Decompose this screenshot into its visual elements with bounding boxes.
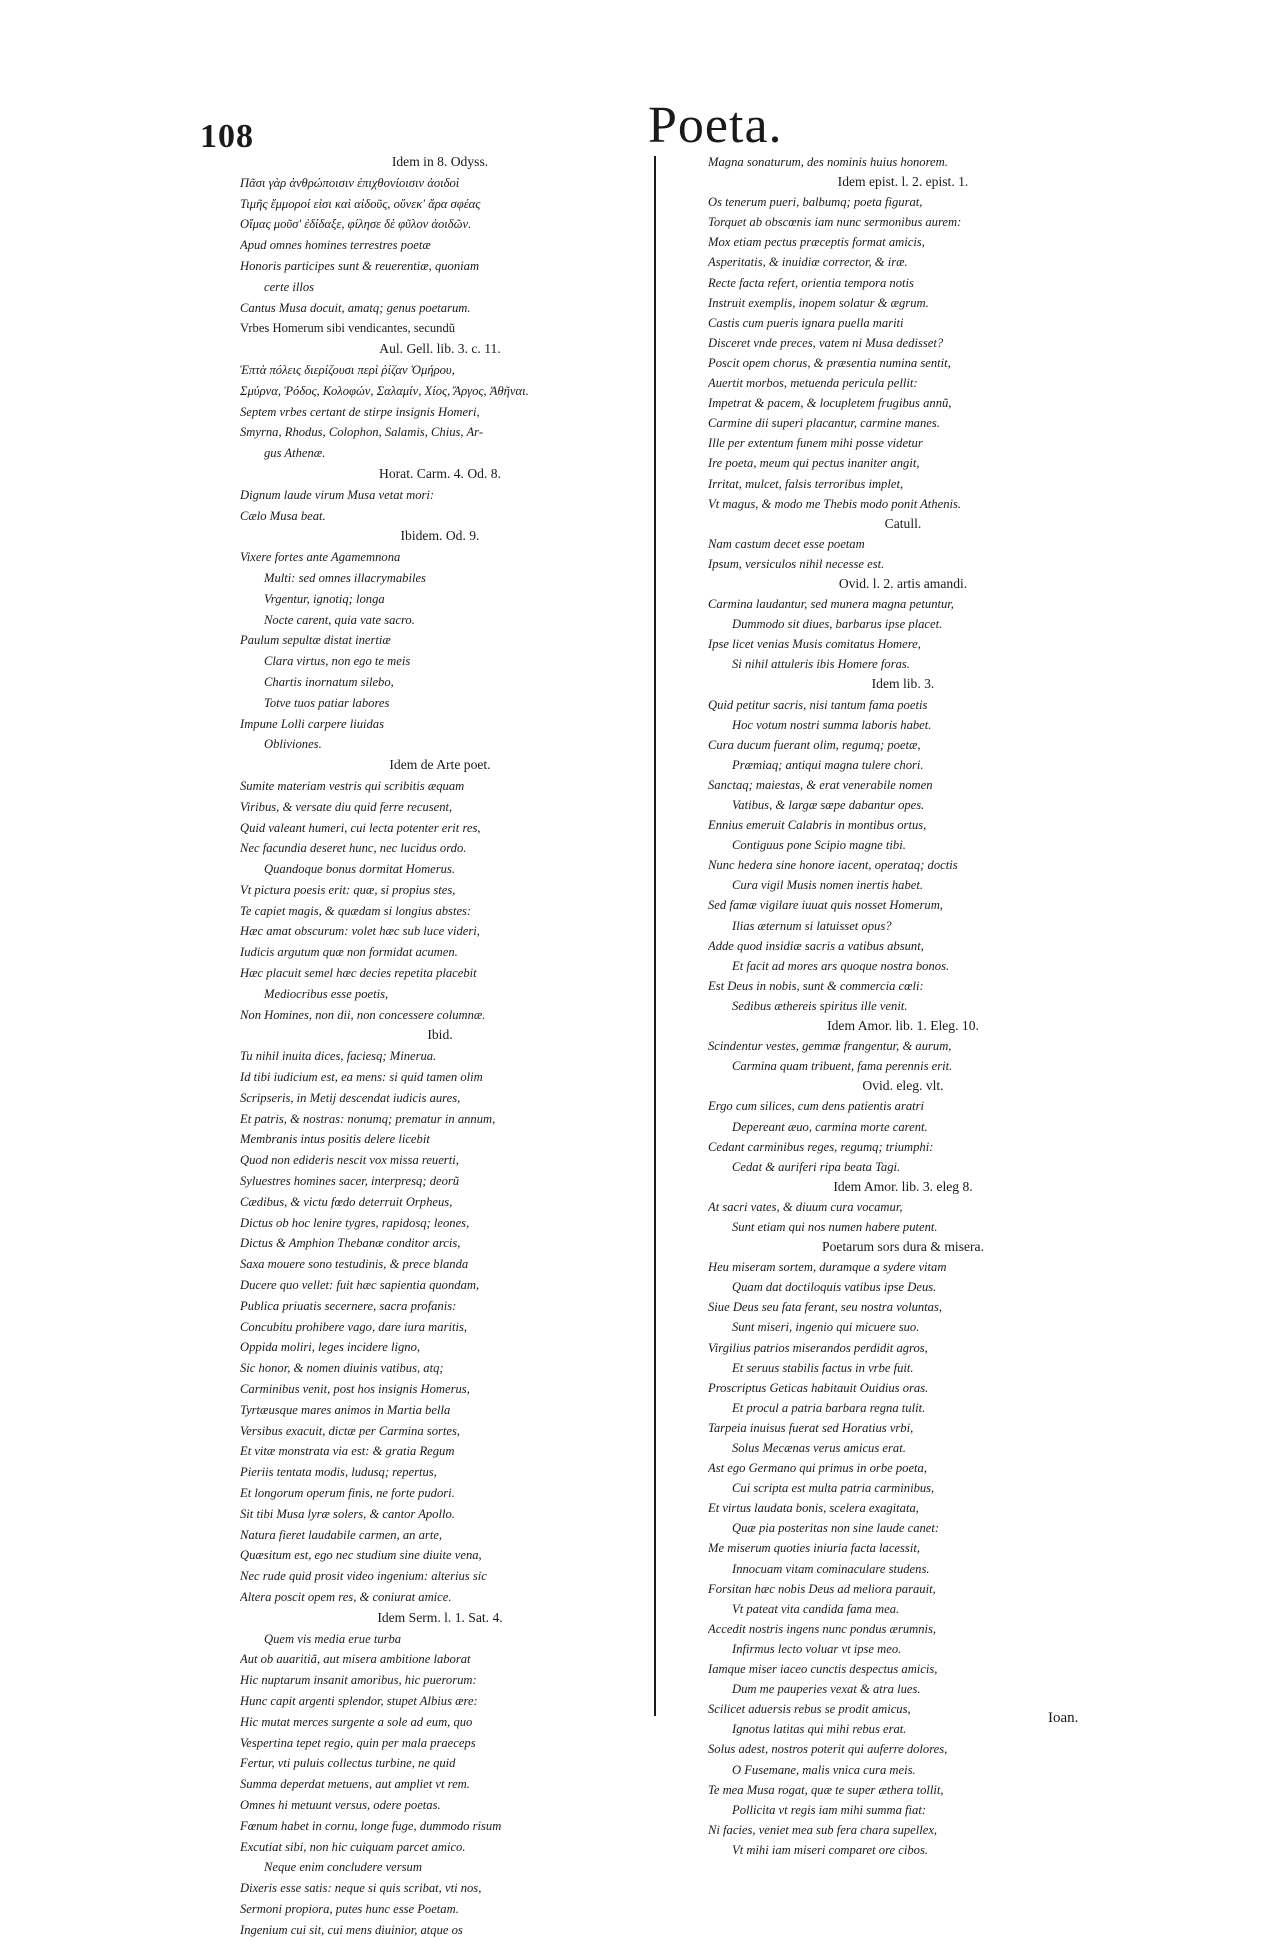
page-number: 108: [200, 118, 254, 155]
verse-line: Oppida moliri, leges incidere ligno,: [240, 1340, 421, 1355]
verse-line: Iudicis argutum quæ non formidat acumen.: [240, 945, 458, 960]
verse-line: Pieriis tentata modis, ludusq; repertus,: [240, 1465, 437, 1480]
verse-line: Vespertina tepet regio, quin per mala praeceps: [240, 1735, 476, 1750]
verse-line: Vrbes Homerum sibi vendicantes, secundũ: [240, 321, 456, 336]
verse-line: Contiguus pone Scipio magne tibi.: [732, 838, 906, 853]
verse-line: Hoc votum nostri summa laboris habet.: [732, 717, 932, 732]
verse-line: Os tenerum pueri, balbumq; poeta figurat,: [708, 195, 923, 210]
verse-line: Fertur, vti puluis collectus turbine, ne quid: [240, 1756, 456, 1771]
verse-line: Τιμῆς ἔμμοροί εἰσι καὶ αἰδοῦς, οὕνεκ' ἄρα σφέας: [240, 196, 481, 211]
verse-line: Hæc placuit semel hæc decies repetita placebit: [240, 966, 477, 981]
verse-line: Ipse licet venias Musis comitatus Homere,: [708, 637, 921, 652]
verse-line: Fœnum habet in cornu, longe fuge, dummodo risum: [240, 1818, 502, 1833]
verse-line: Cædibus, & victu fœdo deterruit Orpheus,: [240, 1194, 453, 1209]
verse-line: Carmina quam tribuent, fama perennis erit.: [732, 1059, 953, 1074]
column-rule: [654, 156, 656, 1716]
verse-line: Torquet ab obscœnis iam nunc sermonibus aurem:: [708, 215, 962, 230]
verse-line: Concubitu prohibere vago, dare iura maritis,: [240, 1319, 468, 1334]
source-heading: Idem Serm. l. 1. Sat. 4.: [377, 1609, 503, 1625]
verse-line: Cui scripta est multa patria carminibus,: [732, 1481, 935, 1496]
verse-line: Sed famæ vigilare iuuat quis nosset Homerum,: [708, 898, 943, 913]
verse-line: Sermoni propiora, putes hunc esse Poetam.: [240, 1901, 459, 1916]
verse-line: Poscit opem chorus, & præsentia numina sentit,: [708, 355, 951, 370]
verse-line: Aut ob auaritiã, aut misera ambitione laborat: [240, 1652, 471, 1667]
verse-line: Vt pictura poesis erit: quæ, si propius stes,: [240, 882, 456, 897]
verse-line: Impetrat & pacem, & locupletem frugibus annũ,: [708, 396, 952, 411]
verse-line: Id tibi iudicium est, ea mens: si quid tamen olim: [240, 1070, 483, 1085]
verse-line: Σμύρνα, Ῥόδος, Κολοφών, Σαλαμίν, Χίος, Ἄργος, Ἀθῆναι.: [240, 383, 529, 398]
verse-line: Οἴμας μοῦσ' ἐδίδαξε, φίλησε δὲ φῦλον ἀοιδῶν.: [240, 217, 472, 232]
source-heading: Poetarum sors dura & misera.: [822, 1239, 984, 1255]
verse-line: Et seruus stabilis factus in vrbe fuit.: [732, 1360, 914, 1375]
verse-line: Est Deus in nobis, sunt & commercia cœli:: [708, 978, 924, 993]
verse-line: Heu miseram sortem, duramque a sydere vitam: [708, 1260, 947, 1275]
verse-line: Cura ducum fuerant olim, regumq; poetæ,: [708, 737, 921, 752]
verse-line: Nam castum decet esse poetam: [708, 536, 865, 551]
verse-line: Quem vis media erue turba: [264, 1631, 402, 1646]
verse-line: Et virtus laudata bonis, scelera exagitata,: [708, 1501, 919, 1516]
verse-line: Sedibus æthereis spiritus ille venit.: [732, 998, 908, 1013]
verse-line: Quæ pia posteritas non sine laude canet:: [732, 1521, 940, 1536]
source-heading: Ovid. eleg. vlt.: [862, 1078, 944, 1094]
source-heading: Catull.: [884, 515, 922, 531]
verse-line: Ennius emeruit Calabris in montibus ortus,: [708, 818, 927, 833]
source-heading: Ovid. l. 2. artis amandi.: [838, 575, 968, 591]
verse-line: O Fusemane, malis vnica cura meis.: [732, 1762, 916, 1777]
verse-line: Altera poscit opem res, & coniurat amice.: [240, 1589, 452, 1604]
verse-line: Syluestres homines sacer, interpresq; deorũ: [240, 1174, 460, 1189]
left-column: [240, 152, 640, 1941]
verse-line: Quid valeant humeri, cui lecta potenter erit res,: [240, 820, 481, 835]
catchword: Ioan.: [1048, 1710, 1079, 1726]
verse-line: Smyrna, Rhodus, Colophon, Salamis, Chius, Ar-: [240, 425, 484, 440]
verse-line: Mediocribus esse poetis,: [264, 986, 389, 1001]
verse-line: Et vitæ monstrata via est: & gratia Regum: [240, 1444, 455, 1459]
verse-line: Scripseris, in Metij descendat iudicis aures,: [240, 1090, 461, 1105]
verse-line: Tyrtæusque mares animos in Martia bella: [240, 1402, 451, 1417]
verse-line: Si nihil attuleris ibis Homere foras.: [732, 657, 910, 672]
verse-line: Tu nihil inuita dices, faciesq; Minerua.: [240, 1049, 437, 1064]
verse-line: Ἑπτὰ πόλεις διερίζουσι περὶ ῥίζαν Ὁμήρου,: [240, 362, 455, 377]
verse-line: Summa deperdat metuens, aut ampliet vt rem.: [240, 1777, 470, 1792]
verse-line: Vt magus, & modo me Thebis modo ponit Athenis.: [708, 496, 962, 511]
verse-line: Apud omnes homines terrestres poetæ: [240, 238, 431, 253]
verse-line: Dictus & Amphion Thebanæ conditor arcis,: [240, 1236, 461, 1251]
verse-line: Excutiat sibi, non hic cuiquam parcet amico.: [240, 1839, 466, 1854]
verse-line: certe illos: [264, 279, 315, 294]
verse-line: Proscriptus Geticas habitauit Ouidius oras.: [708, 1380, 929, 1395]
verse-line: Multi: sed omnes illacrymabiles: [264, 570, 426, 585]
verse-line: Ni facies, veniet mea sub fera chara supellex,: [708, 1822, 938, 1837]
verse-line: Forsitan hæc nobis Deus ad meliora parauit,: [708, 1581, 936, 1596]
verse-line: Cura vigil Musis nomen inertis habet.: [732, 878, 923, 893]
verse-line: Nec rude quid prosit video ingenium: alterius sic: [240, 1569, 487, 1584]
verse-line: Ergo cum silices, cum dens patientis aratri: [708, 1099, 925, 1114]
verse-line: Hic mutat merces surgente a sole ad eum, quo: [240, 1714, 473, 1729]
verse-line: Sumite materiam vestris qui scribitis æquam: [240, 778, 465, 793]
verse-line: Vatibus, & largæ sæpe dabantur opes.: [732, 798, 925, 812]
verse-line: Impune Lolli carpere liuidas: [240, 716, 384, 731]
verse-line: Et patris, & nostras: nonumq; prematur in annum,: [240, 1111, 496, 1126]
verse-line: Publica priuatis secernere, sacra profanis:: [240, 1298, 457, 1313]
verse-line: Quam dat doctiloquis vatibus ipse Deus.: [732, 1280, 937, 1295]
verse-line: Depereant æuo, carmina morte carent.: [732, 1119, 928, 1134]
verse-line: Accedit nostris ingens nunc pondus ærumnis,: [708, 1621, 937, 1636]
verse-line: Vt mihi iam miseri comparet ore cibos.: [732, 1842, 928, 1857]
verse-line: Tarpeia inuisus fuerat sed Horatius vrbi,: [708, 1420, 914, 1435]
verse-line: gus Athenæ.: [264, 446, 326, 461]
verse-line: Membranis intus positis delere licebit: [240, 1132, 430, 1147]
verse-line: Magna sonaturum, des nominis huius honorem.: [708, 155, 948, 169]
verse-line: Castis cum pueris ignara puella mariti: [708, 315, 904, 330]
verse-line: Ire poeta, meum qui pectus inaniter angit,: [708, 456, 920, 471]
verse-line: Me miserum quoties iniuria facta lacessit,: [708, 1541, 920, 1556]
verse-line: Solus Mecænas verus amicus erat.: [732, 1441, 906, 1455]
verse-line: Sunt etiam qui nos numen habere putent.: [732, 1219, 938, 1234]
verse-line: Obliviones.: [264, 737, 322, 752]
verse-line: Clara virtus, non ego te meis: [264, 654, 411, 669]
source-heading: Idem Amor. lib. 3. eleg 8.: [833, 1178, 973, 1194]
verse-line: Natura fieret laudabile carmen, an arte,: [240, 1527, 443, 1542]
verse-line: Virgilius patrios miserandos perdidit agros,: [708, 1340, 928, 1355]
verse-line: Hunc capit argenti splendor, stupet Albius ære:: [240, 1693, 478, 1708]
verse-line: Instruit exemplis, inopem solatur & ægrum.: [708, 295, 929, 310]
verse-line: Ast ego Germano qui primus in orbe poeta,: [708, 1461, 927, 1476]
source-heading: Ibid.: [427, 1027, 453, 1043]
verse-line: Asperitatis, & inuidiæ corrector, & iræ.: [708, 255, 908, 270]
verse-line: Ipsum, versiculos nihil necesse est.: [708, 556, 885, 571]
verse-line: Vixere fortes ante Agamemnona: [240, 550, 401, 565]
verse-line: Chartis inornatum silebo,: [264, 674, 394, 689]
source-heading: Horat. Carm. 4. Od. 8.: [379, 465, 501, 481]
verse-line: Versibus exacuit, dictæ per Carmina sortes,: [240, 1423, 461, 1438]
verse-line: Sunt miseri, ingenio qui micuere suo.: [732, 1320, 920, 1335]
verse-line: Ille per extentum funem mihi posse videtur: [708, 436, 923, 451]
verse-line: Mox etiam pectus præceptis format amicis,: [708, 235, 925, 250]
verse-line: Scindentur vestes, gemmæ frangentur, & aurum,: [708, 1039, 952, 1054]
source-heading: Aul. Gell. lib. 3. c. 11.: [379, 341, 501, 357]
verse-line: Et facit ad mores ars quoque nostra bonos.: [732, 958, 950, 973]
verse-line: Hic nuptarum insanit amoribus, hic puerorum:: [240, 1673, 477, 1688]
verse-line: Infirmus lecto voluar vt ipse meo.: [732, 1641, 902, 1656]
verse-line: Solus adest, nostros poterit qui auferre dolores,: [708, 1742, 948, 1757]
verse-line: Ducere quo vellet: fuit hæc sapientia quondam,: [240, 1278, 480, 1293]
verse-line: Dignum laude virum Musa vetat mori:: [240, 487, 435, 502]
verse-line: Disceret vnde preces, vatem ni Musa dedisset?: [708, 335, 944, 350]
verse-line: Irritat, mulcet, falsis terroribus implet,: [708, 476, 904, 491]
verse-line: Et longorum operum finis, ne forte pudori.: [240, 1486, 455, 1500]
right-column: [708, 152, 1098, 1860]
verse-line: Te capiet magis, & quædam si longius abstes:: [240, 903, 472, 918]
verse-line: Non Homines, non dii, non concessere columnæ.: [240, 1007, 486, 1022]
verse-line: Quandoque bonus dormitat Homerus.: [264, 862, 456, 877]
source-heading: Idem Amor. lib. 1. Eleg. 10.: [827, 1018, 979, 1034]
verse-line: Omnes hi metuunt versus, odere poetas.: [240, 1797, 441, 1812]
verse-line: At sacri vates, & diuum cura vocamur,: [708, 1199, 903, 1214]
verse-line: Cantus Musa docuit, amatq; genus poetarum.: [240, 300, 471, 315]
verse-line: Dummodo sit diues, barbarus ipse placet.: [732, 617, 943, 632]
verse-line: Totve tuos patiar labores: [264, 695, 390, 710]
verse-line: Innocuam vitam cominaculare studens.: [732, 1561, 930, 1576]
source-heading: Idem de Arte poet.: [389, 757, 491, 773]
source-heading: Idem epist. l. 2. epist. 1.: [837, 174, 969, 190]
verse-line: Sit tibi Musa lyræ solers, & cantor Apollo.: [240, 1506, 455, 1521]
verse-line: Dictus ob hoc lenire tygres, rapidosq; leones,: [240, 1215, 470, 1230]
verse-line: Nec facundia deseret hunc, nec lucidus ordo.: [240, 841, 467, 856]
verse-line: Hæc amat obscurum: volet hæc sub luce videri,: [240, 924, 480, 939]
verse-line: Πᾶσι γὰρ ἀνθρώποισιν ἐπιχθονίοισιν ἀοιδοὶ: [240, 175, 460, 190]
verse-line: Siue Deus seu fata ferant, seu nostra voluntas,: [708, 1300, 943, 1315]
verse-line: Sanctaq; maiestas, & erat venerabile nomen: [708, 777, 933, 792]
verse-line: Auertit morbos, metuenda pericula pellit:: [708, 376, 918, 391]
verse-line: Honoris participes sunt & reuerentiæ, quoniam: [240, 258, 480, 273]
verse-line: Dum me pauperies vexat & atra lues.: [732, 1682, 921, 1697]
verse-line: Cedant carminibus reges, regumq; triumphi:: [708, 1139, 934, 1154]
verse-line: Vrgentur, ignotiq; longa: [264, 591, 385, 606]
verse-line: Ilias æternum si latuisset opus?: [732, 918, 892, 933]
verse-line: Quid petitur sacris, nisi tantum fama poetis: [708, 697, 928, 712]
verse-line: Septem vrbes certant de stirpe insignis Homeri,: [240, 404, 480, 419]
verse-line: Te mea Musa rogat, quæ te super æthera tollit,: [708, 1782, 944, 1797]
verse-line: Cedat & auriferi ripa beata Tagi.: [732, 1159, 901, 1174]
verse-line: Adde quod insidiæ sacris a vatibus absunt,: [708, 938, 924, 953]
running-head: Poeta.: [648, 97, 783, 154]
verse-line: Vt pateat vita candida fama mea.: [732, 1601, 900, 1616]
source-heading: Idem in 8. Odyss.: [391, 154, 489, 169]
verse-line: Pollicita vt regis iam mihi summa fiat:: [732, 1802, 927, 1817]
verse-line: Quæsitum est, ego nec studium sine diuite vena,: [240, 1548, 482, 1563]
verse-line: Dixeris esse satis: neque si quis scribat, vti nos,: [240, 1881, 482, 1896]
verse-line: Nocte carent, quia vate sacro.: [264, 612, 415, 627]
verse-line: Quod non edideris nescit vox missa reuerti,: [240, 1153, 459, 1168]
verse-line: Et procul a patria barbara regna tulit.: [732, 1400, 926, 1415]
verse-line: Saxa mouere sono testudinis, & prece blanda: [240, 1257, 469, 1272]
verse-line: Carmina laudantur, sed munera magna petuntur,: [708, 597, 954, 612]
verse-line: Scilicet aduersis rebus se prodit amicus,: [708, 1702, 911, 1717]
source-heading: Ibidem. Od. 9.: [400, 528, 480, 544]
verse-line: Recte facta refert, orientia tempora notis: [708, 275, 914, 290]
verse-line: Neque enim concludere versum: [264, 1860, 422, 1875]
verse-line: Præmiaq; antiqui magna tulere chori.: [732, 757, 924, 772]
verse-line: Iamque miser iaceo cunctis despectus amicis,: [708, 1662, 938, 1677]
verse-line: Sic honor, & nomen diuinis vatibus, atq;: [240, 1361, 444, 1376]
verse-line: Ingenium cui sit, cui mens diuinior, atque os: [240, 1922, 463, 1937]
verse-line: Carminibus venit, post hos insignis Homerus,: [240, 1382, 470, 1397]
verse-line: Viribus, & versate diu quid ferre recusent,: [240, 799, 453, 814]
verse-line: Cælo Musa beat.: [240, 508, 326, 523]
verse-line: Ignotus latitas qui mihi rebus erat.: [732, 1722, 907, 1737]
verse-line: Nunc hedera sine honore iacent, operataq; doctis: [708, 858, 958, 873]
source-heading: Idem lib. 3.: [871, 676, 935, 692]
verse-line: Carmine dii superi placantur, carmine manes.: [708, 416, 940, 431]
verse-line: Paulum sepultæ distat inertiæ: [240, 633, 391, 648]
